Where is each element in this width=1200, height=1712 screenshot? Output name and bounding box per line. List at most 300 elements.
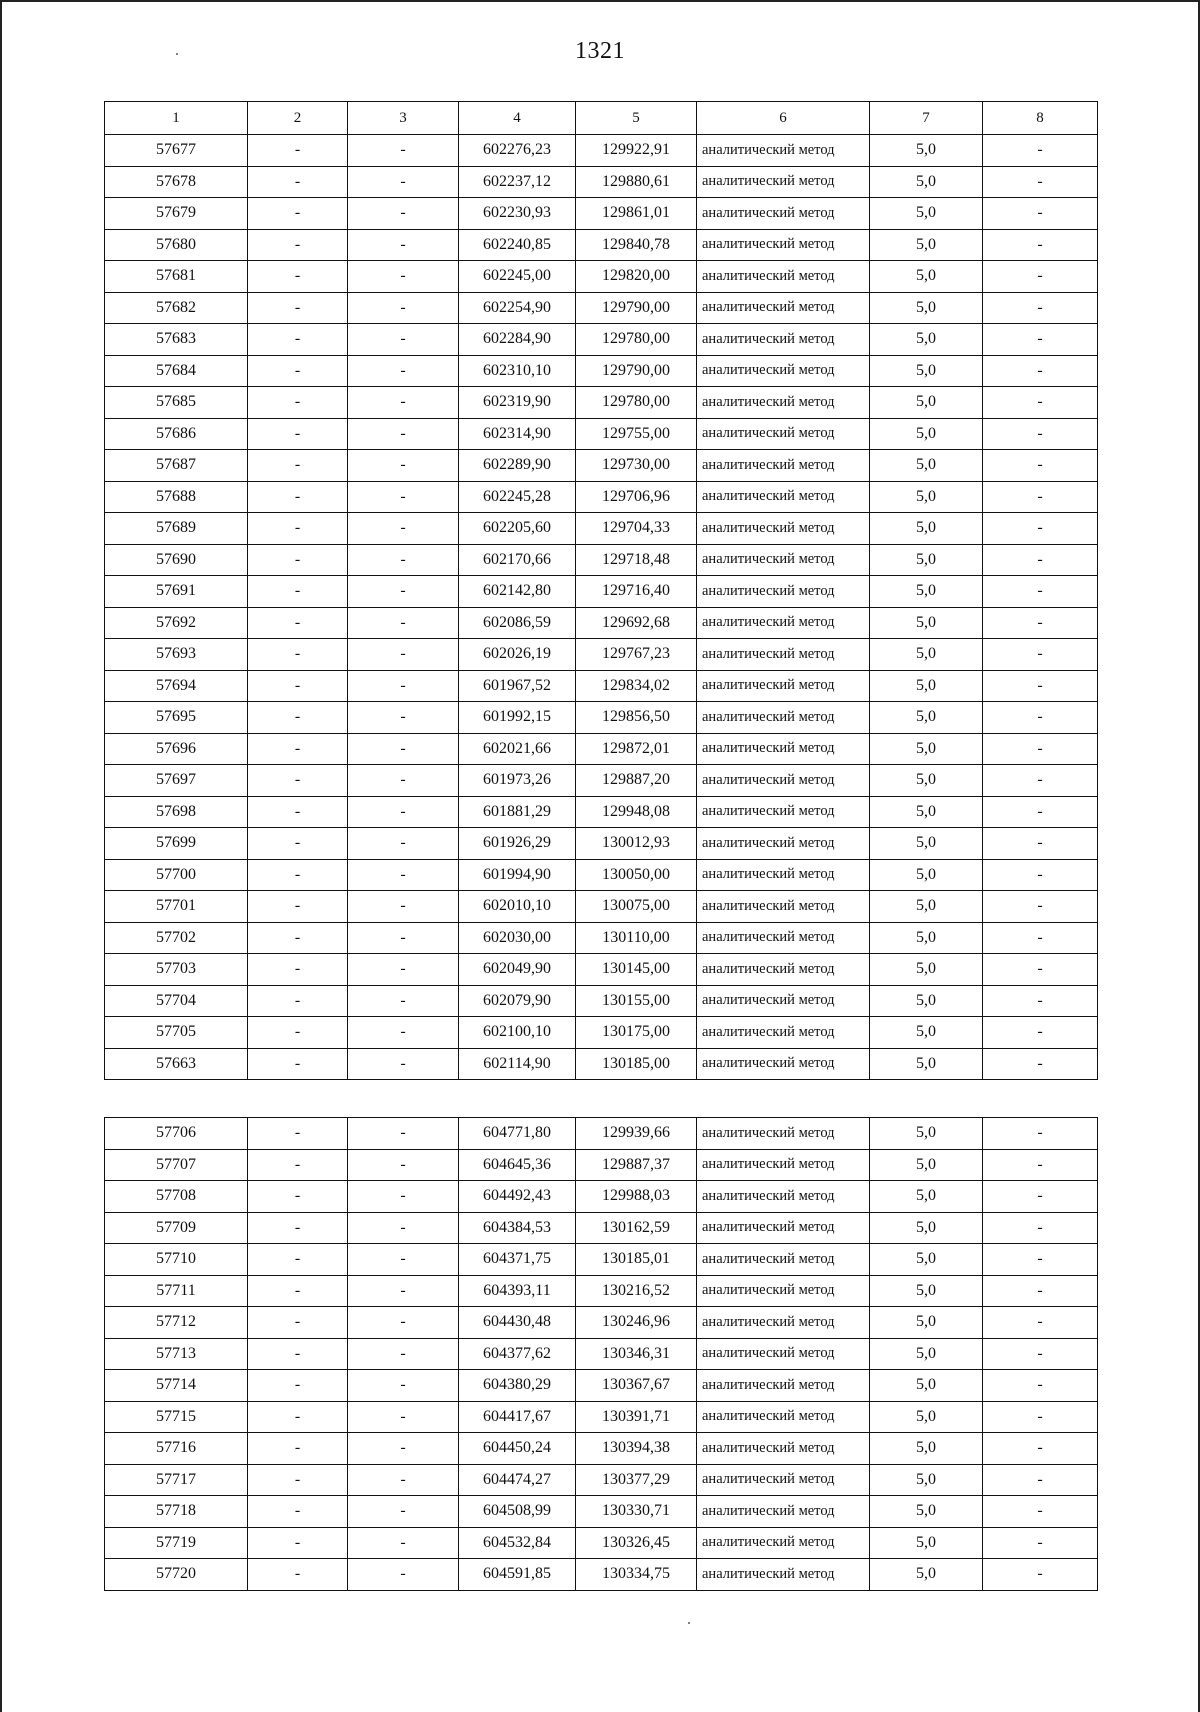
table-cell: - bbox=[348, 639, 459, 671]
table-cell: - bbox=[248, 985, 348, 1017]
table-cell: 5,0 bbox=[870, 1401, 983, 1433]
table-cell: 5,0 bbox=[870, 859, 983, 891]
table-cell: 130330,71 bbox=[576, 1496, 697, 1528]
table-cell: - bbox=[248, 1401, 348, 1433]
table-cell: аналитический метод bbox=[697, 355, 870, 387]
table-row bbox=[105, 229, 1098, 261]
table-cell: - bbox=[348, 1401, 459, 1433]
table-cell: 57692 bbox=[105, 607, 248, 639]
table-cell: 57689 bbox=[105, 513, 248, 545]
table-cell: 5,0 bbox=[870, 796, 983, 828]
table-row bbox=[105, 576, 1098, 608]
table-cell: 602314,90 bbox=[459, 418, 576, 450]
table-cell: 602230,93 bbox=[459, 198, 576, 230]
table-cell: 602276,23 bbox=[459, 135, 576, 167]
table-cell: 57705 bbox=[105, 1017, 248, 1049]
table-cell: - bbox=[248, 922, 348, 954]
table-cell: 5,0 bbox=[870, 1149, 983, 1181]
table-cell: 5,0 bbox=[870, 1244, 983, 1276]
table-cell: - bbox=[983, 828, 1098, 860]
table-cell: - bbox=[983, 324, 1098, 356]
table-cell: - bbox=[248, 387, 348, 419]
table-cell: - bbox=[348, 418, 459, 450]
table-cell: 57704 bbox=[105, 985, 248, 1017]
table-cell: - bbox=[983, 261, 1098, 293]
table-cell: 129861,01 bbox=[576, 198, 697, 230]
table-cell: 602030,00 bbox=[459, 922, 576, 954]
table-cell: 130012,93 bbox=[576, 828, 697, 860]
table-cell: аналитический метод bbox=[697, 450, 870, 482]
table-cell: 130377,29 bbox=[576, 1464, 697, 1496]
table-cell: 604771,80 bbox=[459, 1118, 576, 1150]
page-frame-top bbox=[0, 0, 1200, 2]
table-cell: 602245,00 bbox=[459, 261, 576, 293]
table-cell: - bbox=[348, 1527, 459, 1559]
table-row bbox=[105, 261, 1098, 293]
table-cell: 602100,10 bbox=[459, 1017, 576, 1049]
table-cell: аналитический метод bbox=[697, 1149, 870, 1181]
table-cell: - bbox=[348, 859, 459, 891]
table-header-row bbox=[105, 102, 1098, 135]
table-cell: аналитический метод bbox=[697, 765, 870, 797]
table-cell: 57717 bbox=[105, 1464, 248, 1496]
table-cell: 130391,71 bbox=[576, 1401, 697, 1433]
table-cell: - bbox=[248, 198, 348, 230]
table-cell: - bbox=[983, 1464, 1098, 1496]
table-cell: аналитический метод bbox=[697, 1338, 870, 1370]
table-row bbox=[105, 607, 1098, 639]
table-cell: 604474,27 bbox=[459, 1464, 576, 1496]
table-cell: - bbox=[348, 1307, 459, 1339]
table-cell: - bbox=[248, 1181, 348, 1213]
column-header: 5 bbox=[576, 102, 697, 135]
table-row bbox=[105, 198, 1098, 230]
table-cell: - bbox=[983, 1370, 1098, 1402]
table-row bbox=[105, 954, 1098, 986]
table-cell: 129820,00 bbox=[576, 261, 697, 293]
table-cell: - bbox=[348, 292, 459, 324]
table-cell: - bbox=[248, 1048, 348, 1080]
table-cell: 601967,52 bbox=[459, 670, 576, 702]
table-cell: - bbox=[983, 1048, 1098, 1080]
table-cell: - bbox=[983, 1559, 1098, 1591]
table-cell: - bbox=[348, 796, 459, 828]
table-cell: аналитический метод bbox=[697, 1559, 870, 1591]
table-cell: 130346,31 bbox=[576, 1338, 697, 1370]
table-cell: 129872,01 bbox=[576, 733, 697, 765]
table-cell: 129880,61 bbox=[576, 166, 697, 198]
table-cell: 129988,03 bbox=[576, 1181, 697, 1213]
table-cell: 130246,96 bbox=[576, 1307, 697, 1339]
table-cell: 602079,90 bbox=[459, 985, 576, 1017]
table-cell: 57697 bbox=[105, 765, 248, 797]
table-cell: - bbox=[983, 450, 1098, 482]
table-row bbox=[105, 1118, 1098, 1150]
table-cell: - bbox=[983, 576, 1098, 608]
table-cell: 604532,84 bbox=[459, 1527, 576, 1559]
table-cell: - bbox=[348, 1181, 459, 1213]
table-cell: - bbox=[348, 1118, 459, 1150]
table-cell: - bbox=[983, 198, 1098, 230]
table-row bbox=[105, 324, 1098, 356]
table-row bbox=[105, 670, 1098, 702]
table-cell: аналитический метод bbox=[697, 922, 870, 954]
table-cell: 129706,96 bbox=[576, 481, 697, 513]
table-cell: 129922,91 bbox=[576, 135, 697, 167]
table-cell: - bbox=[983, 1244, 1098, 1276]
table-row bbox=[105, 1307, 1098, 1339]
table-cell: - bbox=[983, 292, 1098, 324]
table-row bbox=[105, 1401, 1098, 1433]
table-cell: 602237,12 bbox=[459, 166, 576, 198]
table-cell: - bbox=[348, 765, 459, 797]
table-row bbox=[105, 1212, 1098, 1244]
table-cell: 5,0 bbox=[870, 1017, 983, 1049]
table-cell: аналитический метод bbox=[697, 513, 870, 545]
table-cell: - bbox=[983, 702, 1098, 734]
page-number: 1321 bbox=[575, 38, 625, 64]
table-cell: аналитический метод bbox=[697, 1275, 870, 1307]
table-cell: 604393,11 bbox=[459, 1275, 576, 1307]
table-cell: аналитический метод bbox=[697, 261, 870, 293]
table-cell: - bbox=[983, 355, 1098, 387]
table-cell: - bbox=[983, 1307, 1098, 1339]
table-row bbox=[105, 1527, 1098, 1559]
table-cell: 129704,33 bbox=[576, 513, 697, 545]
table-cell: - bbox=[983, 796, 1098, 828]
table-cell: - bbox=[248, 1212, 348, 1244]
table-cell: 5,0 bbox=[870, 670, 983, 702]
table-row bbox=[105, 922, 1098, 954]
table-cell: 5,0 bbox=[870, 355, 983, 387]
table-cell: - bbox=[983, 859, 1098, 891]
table-cell: 5,0 bbox=[870, 1527, 983, 1559]
table-cell: 130110,00 bbox=[576, 922, 697, 954]
table-cell: - bbox=[983, 418, 1098, 450]
table-cell: 5,0 bbox=[870, 765, 983, 797]
table-cell: - bbox=[983, 1212, 1098, 1244]
table-cell: аналитический метод bbox=[697, 796, 870, 828]
table-cell: - bbox=[348, 733, 459, 765]
table-cell: 602010,10 bbox=[459, 891, 576, 923]
table-cell: - bbox=[983, 954, 1098, 986]
table-cell: - bbox=[348, 985, 459, 1017]
table-cell: 57719 bbox=[105, 1527, 248, 1559]
table-cell: 5,0 bbox=[870, 544, 983, 576]
table-cell: 604377,62 bbox=[459, 1338, 576, 1370]
table-cell: 5,0 bbox=[870, 513, 983, 545]
table-cell: аналитический метод bbox=[697, 544, 870, 576]
table-cell: 57703 bbox=[105, 954, 248, 986]
table-cell: - bbox=[983, 387, 1098, 419]
table-cell: 602049,90 bbox=[459, 954, 576, 986]
table-cell: - bbox=[348, 450, 459, 482]
table-cell: - bbox=[248, 1370, 348, 1402]
table-cell: аналитический метод bbox=[697, 1212, 870, 1244]
table-row bbox=[105, 135, 1098, 167]
table-cell: аналитический метод bbox=[697, 1181, 870, 1213]
table-cell: 5,0 bbox=[870, 324, 983, 356]
table-cell: 57701 bbox=[105, 891, 248, 923]
table-cell: аналитический метод bbox=[697, 985, 870, 1017]
table-cell: - bbox=[248, 450, 348, 482]
table-cell: 5,0 bbox=[870, 198, 983, 230]
table-cell: 129840,78 bbox=[576, 229, 697, 261]
table-cell: - bbox=[248, 702, 348, 734]
table-cell: - bbox=[983, 1527, 1098, 1559]
table-cell: 57686 bbox=[105, 418, 248, 450]
table-cell: - bbox=[348, 576, 459, 608]
table-cell: - bbox=[983, 765, 1098, 797]
table-cell: 5,0 bbox=[870, 1118, 983, 1150]
table-cell: - bbox=[348, 166, 459, 198]
table-cell: 130162,59 bbox=[576, 1212, 697, 1244]
table-cell: 5,0 bbox=[870, 576, 983, 608]
table-cell: 57687 bbox=[105, 450, 248, 482]
table-row bbox=[105, 1559, 1098, 1591]
table-cell: 129755,00 bbox=[576, 418, 697, 450]
table-cell: 57679 bbox=[105, 198, 248, 230]
table-cell: 57699 bbox=[105, 828, 248, 860]
table-cell: 602240,85 bbox=[459, 229, 576, 261]
table-cell: 57688 bbox=[105, 481, 248, 513]
table-cell: 130185,01 bbox=[576, 1244, 697, 1276]
table-row bbox=[105, 1017, 1098, 1049]
table-cell: 130216,52 bbox=[576, 1275, 697, 1307]
table-cell: 129730,00 bbox=[576, 450, 697, 482]
table-cell: 5,0 bbox=[870, 891, 983, 923]
table-cell: - bbox=[248, 1496, 348, 1528]
table-cell: - bbox=[248, 954, 348, 986]
table-cell: - bbox=[248, 1559, 348, 1591]
table-cell: - bbox=[248, 639, 348, 671]
table-cell: 5,0 bbox=[870, 1048, 983, 1080]
table-cell: - bbox=[248, 1149, 348, 1181]
table-cell: - bbox=[248, 607, 348, 639]
table-cell: 57713 bbox=[105, 1338, 248, 1370]
table-cell: - bbox=[348, 261, 459, 293]
table-row bbox=[105, 1496, 1098, 1528]
table-cell: - bbox=[348, 1212, 459, 1244]
table-cell: 129834,02 bbox=[576, 670, 697, 702]
table-cell: аналитический метод bbox=[697, 576, 870, 608]
table-cell: 602245,28 bbox=[459, 481, 576, 513]
table-row bbox=[105, 544, 1098, 576]
table-cell: - bbox=[983, 1275, 1098, 1307]
table-cell: - bbox=[248, 765, 348, 797]
table-cell: 57702 bbox=[105, 922, 248, 954]
table-cell: 5,0 bbox=[870, 639, 983, 671]
table-row bbox=[105, 481, 1098, 513]
table-cell: - bbox=[983, 891, 1098, 923]
table-cell: - bbox=[248, 1464, 348, 1496]
table-cell: - bbox=[348, 828, 459, 860]
table-cell: - bbox=[248, 828, 348, 860]
table-cell: - bbox=[248, 859, 348, 891]
table-cell: аналитический метод bbox=[697, 1401, 870, 1433]
table-cell: 5,0 bbox=[870, 1559, 983, 1591]
table-cell: 129718,48 bbox=[576, 544, 697, 576]
table-cell: 5,0 bbox=[870, 166, 983, 198]
table-cell: 602310,10 bbox=[459, 355, 576, 387]
table-cell: 57710 bbox=[105, 1244, 248, 1276]
table-cell: 604492,43 bbox=[459, 1181, 576, 1213]
table-cell: 57716 bbox=[105, 1433, 248, 1465]
column-header: 7 bbox=[870, 102, 983, 135]
table-cell: - bbox=[983, 1149, 1098, 1181]
table-cell: - bbox=[348, 544, 459, 576]
table-cell: 129939,66 bbox=[576, 1118, 697, 1150]
table-row bbox=[105, 166, 1098, 198]
table-row bbox=[105, 1048, 1098, 1080]
table-cell: - bbox=[248, 1338, 348, 1370]
table-cell: 129780,00 bbox=[576, 324, 697, 356]
table-row bbox=[105, 355, 1098, 387]
table-cell: 57696 bbox=[105, 733, 248, 765]
table-cell: аналитический метод bbox=[697, 859, 870, 891]
column-header: 8 bbox=[983, 102, 1098, 135]
table-cell: - bbox=[248, 324, 348, 356]
column-header: 4 bbox=[459, 102, 576, 135]
table-cell: аналитический метод bbox=[697, 1496, 870, 1528]
table-cell: - bbox=[248, 796, 348, 828]
table-cell: - bbox=[248, 513, 348, 545]
table-cell: - bbox=[248, 292, 348, 324]
table-cell: аналитический метод bbox=[697, 733, 870, 765]
table-cell: 5,0 bbox=[870, 733, 983, 765]
table-cell: аналитический метод bbox=[697, 1244, 870, 1276]
table-cell: аналитический метод bbox=[697, 198, 870, 230]
table-cell: - bbox=[348, 387, 459, 419]
table-cell: 601994,90 bbox=[459, 859, 576, 891]
table-cell: 5,0 bbox=[870, 229, 983, 261]
table-cell: 601926,29 bbox=[459, 828, 576, 860]
table-cell: - bbox=[983, 985, 1098, 1017]
table-cell: 57708 bbox=[105, 1181, 248, 1213]
table-cell: аналитический метод bbox=[697, 1118, 870, 1150]
table-cell: - bbox=[348, 198, 459, 230]
table-cell: - bbox=[248, 229, 348, 261]
table-cell: 129790,00 bbox=[576, 292, 697, 324]
table-cell: аналитический метод bbox=[697, 954, 870, 986]
table-row bbox=[105, 1181, 1098, 1213]
table-cell: 602021,66 bbox=[459, 733, 576, 765]
table-cell: 129767,23 bbox=[576, 639, 697, 671]
table-cell: аналитический метод bbox=[697, 607, 870, 639]
table-cell: аналитический метод bbox=[697, 229, 870, 261]
table-cell: 602142,80 bbox=[459, 576, 576, 608]
table-cell: - bbox=[348, 1433, 459, 1465]
table-cell: 601881,29 bbox=[459, 796, 576, 828]
table-cell: - bbox=[348, 355, 459, 387]
table-cell: аналитический метод bbox=[697, 1307, 870, 1339]
table-cell: - bbox=[348, 1464, 459, 1496]
table-cell: - bbox=[248, 261, 348, 293]
table-cell: аналитический метод bbox=[697, 639, 870, 671]
table-cell: 57678 bbox=[105, 166, 248, 198]
table-cell: 57682 bbox=[105, 292, 248, 324]
table-cell: 5,0 bbox=[870, 1464, 983, 1496]
table-cell: 129856,50 bbox=[576, 702, 697, 734]
table-row bbox=[105, 1433, 1098, 1465]
table-cell: - bbox=[983, 481, 1098, 513]
table-cell: - bbox=[983, 733, 1098, 765]
table-cell: 604591,85 bbox=[459, 1559, 576, 1591]
table-cell: 604371,75 bbox=[459, 1244, 576, 1276]
table-cell: 129692,68 bbox=[576, 607, 697, 639]
table-cell: 129790,00 bbox=[576, 355, 697, 387]
table-cell: 57707 bbox=[105, 1149, 248, 1181]
table-cell: 602170,66 bbox=[459, 544, 576, 576]
table-cell: - bbox=[248, 1118, 348, 1150]
table-cell: - bbox=[983, 1338, 1098, 1370]
table-cell: 5,0 bbox=[870, 450, 983, 482]
table-cell: аналитический метод bbox=[697, 828, 870, 860]
table-cell: аналитический метод bbox=[697, 1433, 870, 1465]
table-cell: 5,0 bbox=[870, 1370, 983, 1402]
table-cell: 602026,19 bbox=[459, 639, 576, 671]
table-cell: 130185,00 bbox=[576, 1048, 697, 1080]
table-cell: - bbox=[983, 1017, 1098, 1049]
table-cell: 5,0 bbox=[870, 1181, 983, 1213]
table-cell: 57693 bbox=[105, 639, 248, 671]
table-cell: 57695 bbox=[105, 702, 248, 734]
table-cell: - bbox=[348, 324, 459, 356]
table-row bbox=[105, 1149, 1098, 1181]
table-cell: - bbox=[248, 355, 348, 387]
table-cell: аналитический метод bbox=[697, 166, 870, 198]
column-header: 2 bbox=[248, 102, 348, 135]
table-cell: 5,0 bbox=[870, 922, 983, 954]
table-cell: 130367,67 bbox=[576, 1370, 697, 1402]
table-cell: - bbox=[348, 1149, 459, 1181]
table-cell: - bbox=[248, 418, 348, 450]
table-cell: - bbox=[348, 1559, 459, 1591]
table-cell: 5,0 bbox=[870, 1338, 983, 1370]
table-cell: - bbox=[248, 481, 348, 513]
table-cell: 57715 bbox=[105, 1401, 248, 1433]
table-cell: - bbox=[348, 1275, 459, 1307]
table-cell: - bbox=[983, 1496, 1098, 1528]
table-cell: 130075,00 bbox=[576, 891, 697, 923]
table-row bbox=[105, 513, 1098, 545]
table-cell: - bbox=[983, 1433, 1098, 1465]
table-cell: аналитический метод bbox=[697, 292, 870, 324]
table-cell: 57691 bbox=[105, 576, 248, 608]
table-cell: аналитический метод bbox=[697, 481, 870, 513]
scan-speck bbox=[688, 1622, 690, 1624]
table-row bbox=[105, 292, 1098, 324]
table-cell: - bbox=[348, 1338, 459, 1370]
table-cell: 129887,20 bbox=[576, 765, 697, 797]
table-cell: 129948,08 bbox=[576, 796, 697, 828]
table-cell: аналитический метод bbox=[697, 418, 870, 450]
table-cell: - bbox=[248, 166, 348, 198]
table-cell: - bbox=[248, 1244, 348, 1276]
table-cell: - bbox=[348, 891, 459, 923]
table-row bbox=[105, 1244, 1098, 1276]
table-cell: аналитический метод bbox=[697, 1464, 870, 1496]
table-cell: 57681 bbox=[105, 261, 248, 293]
table-cell: - bbox=[348, 670, 459, 702]
table-row bbox=[105, 891, 1098, 923]
table-cell: 57663 bbox=[105, 1048, 248, 1080]
table-cell: аналитический метод bbox=[697, 1370, 870, 1402]
table-row bbox=[105, 418, 1098, 450]
table-cell: - bbox=[248, 733, 348, 765]
table-cell: 604384,53 bbox=[459, 1212, 576, 1244]
table-row bbox=[105, 1338, 1098, 1370]
